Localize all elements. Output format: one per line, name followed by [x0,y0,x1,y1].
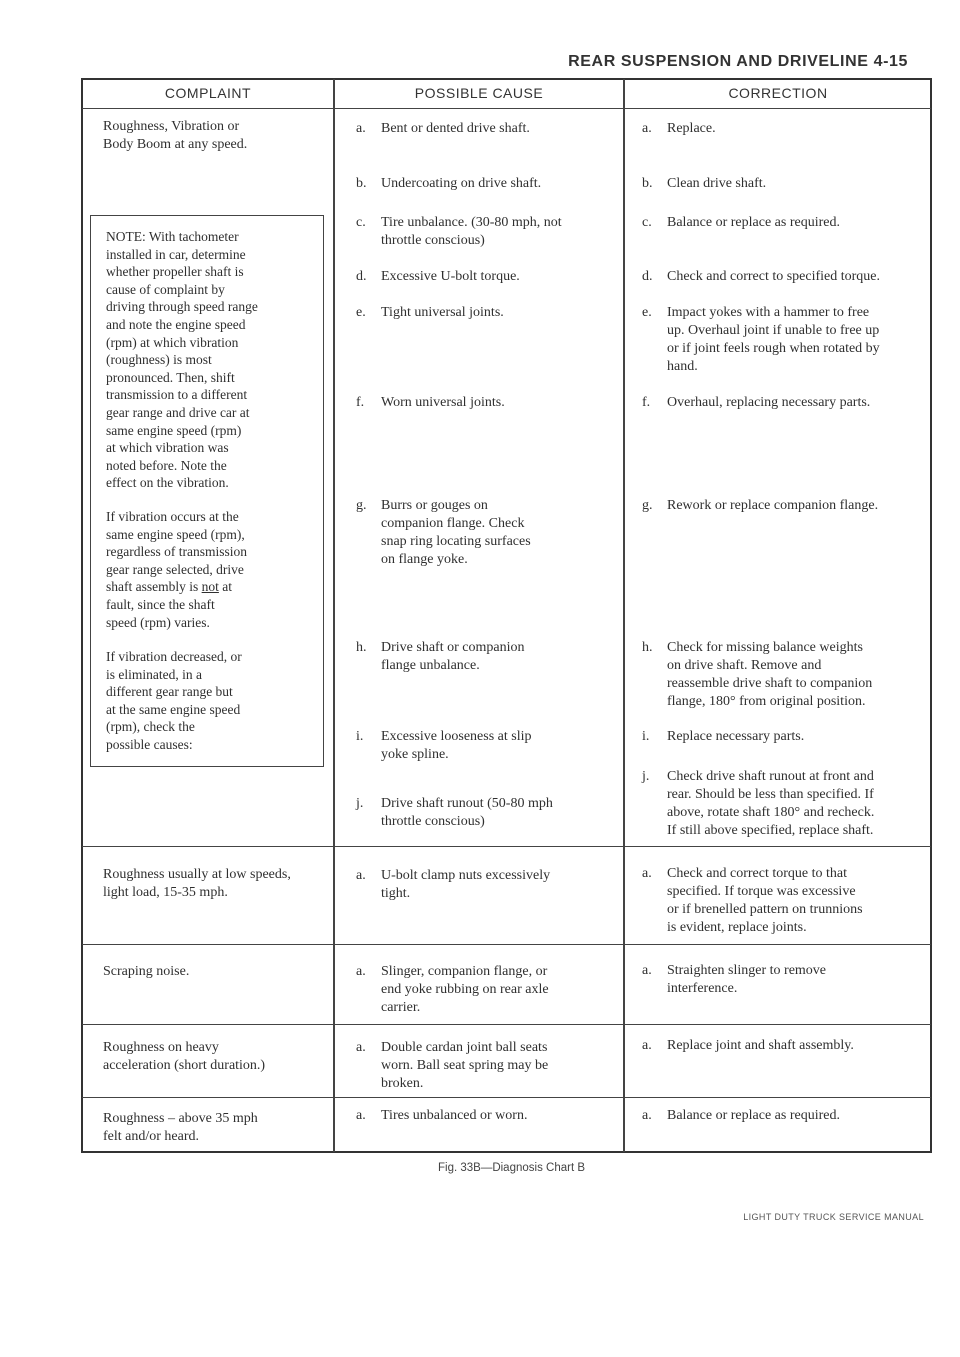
row-divider-3 [82,1024,931,1025]
column-header-possible-cause: POSSIBLE CAUSE [414,85,544,101]
page-footer: LIGHT DUTY TRUCK SERVICE MANUAL [743,1212,924,1222]
row-divider-4 [82,1097,931,1098]
complaint-2: Roughness usually at low speeds, light load, 15-35 mph. [103,867,291,900]
column-header-correction: CORRECTION [728,85,828,101]
complaint-4: Roughness on heavy acceleration (short duration.) [103,1040,266,1073]
figure-caption: Fig. 33B—Diagnosis Chart B [438,1162,586,1174]
complaint-1: Roughness, Vibration or Body Boom at any speed. [103,119,248,152]
note-paragraph-1: NOTE: With tachometer installed in car, determine whether propeller shaft is cause of complaint by driving through speed range and note the engine speed (rpm) at which vibration (roughness) is most pronounced. Then, shift transmission to a different gear range and drive car at same engine speed (rpm) at which vibration was noted before. Note the effect on the vibration. [106,229,258,491]
header-row-divider [82,108,931,109]
column-header-complaint: COMPLAINT [164,85,252,101]
emphasis-not: not [201,579,219,595]
column-divider-2 [623,79,625,1152]
note-paragraph-3: If vibration decreased, or is eliminated, in a different gear range but at the same engine speed (rpm), check the possible causes: [106,649,242,752]
complaint-5: Roughness – above 35 mph felt and/or heard. [103,1111,258,1144]
page-header: REAR SUSPENSION AND DRIVELINE 4-15 [568,53,908,70]
complaint-3: Scraping noise. [103,964,190,979]
note-paragraph-2: If vibration occurs at the same engine speed (rpm), regardless of transmission gear range selected, drive shaft assembly is not at fault, since the shaft speed (rpm) varies. [106,509,247,630]
row-divider-1 [82,846,931,847]
tachometer-note-box [90,215,324,767]
row-divider-2 [82,944,931,945]
column-divider-1 [333,79,335,1152]
manual-page: REAR SUSPENSION AND DRIVELINE 4-15 COMPLAINT POSSIBLE CAUSE CORRECTION Roughness, Vibration or Body Boom at any speed. Roughness usually at low speeds, light load, 15-35 mph. Scraping noise. Roughness on heavy acceleration (short duration.) Roughness – above 35 mph felt and/or heard. NOTE: With tachometer installed in car, determine whether propeller shaft is cause of complaint by driving through speed range and note the engine speed (rpm) at which vibration (roughness) is most pronounced. Then, shift transmission to a different gear range and drive car at same engine speed (rpm) at which vibration was noted before. Note the effect on the vibration. If vibration occurs at the same engine speed (rpm), regardless of transmission gear range selected, drive shaft assembly is not at fault, since the shaft speed (rpm) varies. If vibration decreased, or is eliminated, in a different gear range but at the same engine speed (rpm), check the possible causes: a. Bent or dented drive shaft. b. Undercoating on drive shaft. c. Tire unbalance. (30-80 mph, not throttle conscious) d. Excessive U-bolt torque. e. Tight universal joints. f. Worn universal joints. g. Burrs or gouges on companion flange. Check snap ring locating surfaces on flange yoke. h. Drive shaft or companion flange unbalance. i. Excessive looseness at slip yoke spline. j. Drive shaft runout (50-80 mph throttle conscious) a. U-bolt clamp nuts excessively tight. a. Slinger, companion flange, or end yoke rubbing on rear axle carrier. a. Double cardan joint ball seats worn. Ball seat spring may be broken. a. Tires unbalanced or worn. a. Replace. b. Clean drive shaft. c. Balance or replace as required. d. Check and correct to specified torque. e. Impact yokes with a hammer to free up. Overhaul joint if unable to free up or if joint feels rough when rotated by hand. f. Overhaul, replacing necessary parts. g. Rework or replace companion flange. h. Check for missing balance weights on drive shaft. Remove and reassemble drive shaft to companion flange, 180° from original position. i. Replace necessary parts. j. Check drive shaft runout at front and rear. Should be less than specified. If above, rotate shaft 180° and recheck. If still above specified, replace shaft. a. Check and correct torque to that specified. If torque was excessive or if brenelled pattern on trunnions is evident, replace joints. a. Straighten slinger to remove interference. a. Replace joint and shaft assembly. a. Balance or replace as required. Fig. 33B—Diagnosis Chart B LIGHT DUTY TRUCK SERVICE MANUAL [0,0,960,1357]
